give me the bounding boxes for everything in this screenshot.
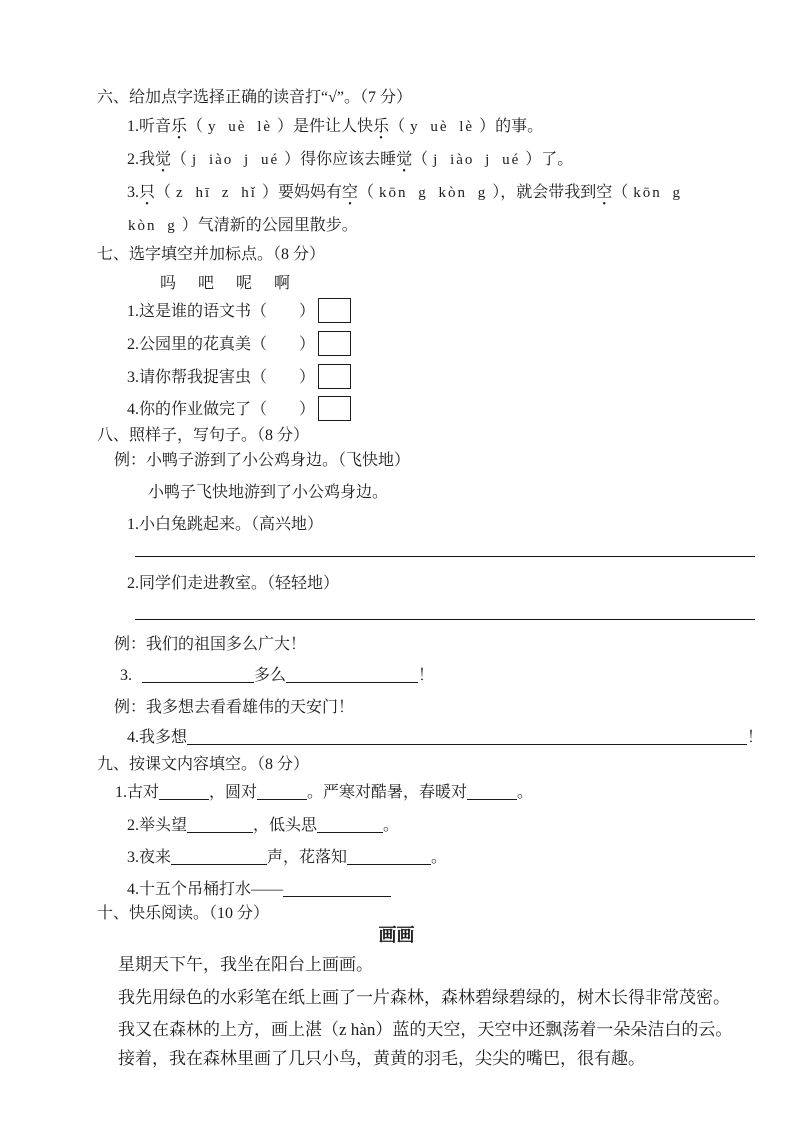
text-segment: ）的事。 [479, 118, 544, 135]
text-segment: ） [299, 336, 316, 353]
reading-passage-title: 画画 [378, 925, 415, 945]
dotted-char: 空 [596, 184, 613, 201]
answer-blank [347, 847, 431, 865]
text-segment: 2.我 [127, 151, 156, 168]
text-segment: 多么 [254, 667, 287, 684]
section-eight-example1-line2: 小鸭子飞快地游到了小公鸡身边。 [148, 484, 389, 501]
section-six-item-1 [127, 114, 543, 140]
text-segment: 3.夜来 [127, 849, 172, 866]
answer-box [318, 298, 351, 323]
text-segment: （ [389, 118, 406, 135]
text-segment: ）是件让人快 [277, 118, 374, 135]
section-eight-item-3 [120, 663, 434, 689]
text-segment: ） [299, 401, 316, 418]
text-segment: （ [171, 151, 188, 168]
pinyin-text: y uè lè [208, 119, 273, 135]
text-segment: 4.我多想 [127, 729, 188, 746]
section-nine-item-4 [127, 877, 391, 903]
text-segment: 吧 [198, 275, 215, 292]
section-seven-item-3 [127, 364, 351, 390]
text-segment: 啊 [274, 275, 291, 292]
section-six-item-3-continued [123, 213, 358, 239]
pinyin-text: z hī z hǐ [176, 185, 257, 201]
text-segment: ）气清新的公园里散步。 [181, 217, 358, 234]
answer-line [135, 556, 755, 557]
answer-blank [187, 727, 747, 745]
pinyin-text: kòn g [128, 218, 177, 234]
answer-blank [171, 847, 267, 865]
section-eight-example3: 例：我多想去看看雄伟的天安门！ [114, 699, 355, 716]
section-ten-heading: 十、快乐阅读。（10 分） [97, 905, 270, 922]
reading-paragraph-4: 接着，我在森林里画了几只小鸟，黄黄的羽毛，尖尖的嘴巴，很有趣。 [118, 1049, 645, 1068]
text-segment: 2.举头望 [127, 817, 188, 834]
dotted-char: 空 [341, 184, 358, 201]
reading-paragraph-2: 我先用绿色的水彩笔在纸上画了一片森林，森林碧绿碧绿的，树木长得非常茂密。 [118, 988, 730, 1007]
text-segment: ！ [747, 729, 764, 746]
text-segment: ）了。 [525, 151, 574, 168]
text-segment: ） [299, 369, 316, 386]
section-eight-heading: 八、照样子，写句子。（8 分） [97, 427, 310, 444]
text-segment: ，低头思 [253, 817, 318, 834]
text-segment: 3. [127, 184, 139, 201]
text-segment: 声，花落知 [267, 849, 348, 866]
pinyin-text: j iào j ué [433, 152, 521, 168]
section-six-item-2 [127, 147, 573, 173]
section-six-heading: 六、给加点字选择正确的读音打“√”。（7 分） [97, 89, 412, 106]
answer-blank [467, 782, 517, 800]
section-nine-heading: 九、按课文内容填空。（8 分） [97, 756, 310, 773]
text-segment: 1.古对 [115, 784, 160, 801]
answer-blank [159, 782, 209, 800]
dotted-char: 乐 [171, 118, 188, 135]
section-six-item-3 [127, 180, 687, 206]
section-eight-example1-line1: 例：小鸭子游到了小公鸡身边。（飞快地） [114, 452, 411, 469]
reading-paragraph-1: 星期天下午，我坐在阳台上画画。 [118, 955, 373, 974]
dotted-char: 觉 [155, 151, 172, 168]
text-segment: 。 [517, 784, 534, 801]
text-segment: 。严寒对酷暑，春暖对 [307, 784, 468, 801]
text-segment: ） [299, 303, 316, 320]
text-segment: 1.听音 [127, 118, 172, 135]
section-eight-item-1: 1.小白兔跳起来。（高兴地） [127, 516, 324, 533]
section-seven-item-4 [127, 396, 351, 422]
section-seven-heading: 七、选字填空并加标点。（8 分） [97, 246, 326, 263]
text-segment: （ [187, 118, 204, 135]
answer-blank [283, 879, 391, 897]
text-segment: 4.你的作业做完了（ [127, 401, 268, 418]
text-segment: （ [412, 151, 429, 168]
answer-box [318, 396, 351, 421]
text-segment: （ [612, 184, 629, 201]
text-segment: ），就会带我到 [492, 184, 597, 201]
text-segment: 1.这是谁的语文书（ [127, 303, 268, 320]
answer-box [318, 364, 351, 389]
text-segment: ）要妈妈有 [261, 184, 342, 201]
section-seven-item-1 [127, 298, 351, 324]
pinyin-text: kōn g kòn g [378, 185, 488, 201]
section-seven-item-2 [127, 331, 351, 357]
pinyin-text: kōn g [633, 185, 683, 201]
answer-blank [317, 815, 383, 833]
text-segment: （ [155, 184, 172, 201]
section-nine-item-2 [127, 813, 399, 839]
dotted-char: 觉 [396, 151, 413, 168]
section-eight-example2: 例：我们的祖国多么广大！ [114, 636, 307, 653]
pinyin-text: y uè lè [410, 119, 475, 135]
text-segment: ，圆对 [209, 784, 258, 801]
answer-blank [257, 782, 307, 800]
text-segment: 。 [383, 817, 400, 834]
text-segment: （ [357, 184, 374, 201]
text-segment: 呢 [236, 275, 253, 292]
answer-blank [286, 665, 418, 683]
section-eight-item-4 [127, 725, 763, 751]
pinyin-text: j iào j ué [192, 152, 280, 168]
reading-paragraph-3: 我又在森林的上方，画上湛（z hàn）蓝的天空，天空中还飘荡着一朵朵洁白的云。 [118, 1020, 733, 1039]
text-segment: 。 [431, 849, 448, 866]
section-eight-item-2: 2.同学们走进教室。（轻轻地） [127, 575, 340, 592]
section-seven-word-options [160, 271, 290, 297]
section-nine-item-3 [127, 845, 447, 871]
dotted-char: 只 [139, 184, 156, 201]
text-segment: ！ [418, 667, 435, 684]
text-segment: 4.十五个吊桶打水—— [127, 881, 284, 898]
answer-blank [187, 815, 253, 833]
dotted-char: 乐 [373, 118, 390, 135]
text-segment: 3. [120, 667, 132, 684]
text-segment: 2.公园里的花真美（ [127, 336, 268, 353]
answer-line [135, 619, 755, 620]
text-segment: 吗 [160, 275, 177, 292]
text-segment: 3.请你帮我捉害虫（ [127, 369, 268, 386]
section-nine-item-1 [115, 780, 533, 806]
answer-box [318, 331, 351, 356]
answer-blank [142, 665, 254, 683]
text-segment: ）得你应该去睡 [284, 151, 397, 168]
